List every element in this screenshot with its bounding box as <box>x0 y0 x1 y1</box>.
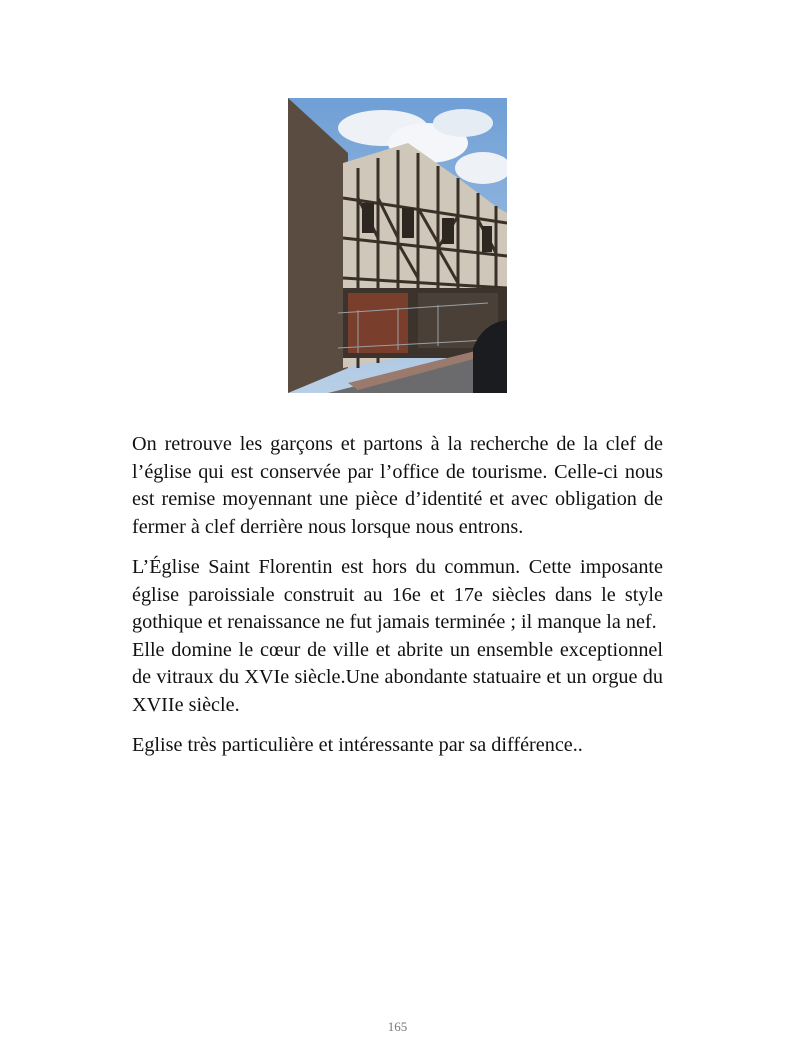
half-timbered-facade-image <box>288 98 507 393</box>
building-photo <box>288 98 507 393</box>
page-number: 165 <box>387 1019 408 1034</box>
paragraph-4: Eglise très particulière et intéressante par sa différence.. <box>132 734 583 756</box>
paragraph-3: Elle domine le cœur de ville et abrite un ensemble exceptionnel de vitraux du XVIe siècle.Une abondante statuaire et un orgue du XVIIe siècle. <box>132 638 663 716</box>
paragraph-2: L’Église Saint Florentin est hors du commun. Cette imposante église paroissiale construit au 16e et 17e siècles dans le style gothique et renaissance ne fut jamais terminée ; il manque la nef. <box>132 556 663 633</box>
paragraph-1: On retrouve les garçons et partons à la recherche de la clef de l’église qui est conservée par l’office de tourisme. Celle-ci nous est remise moyennant une pièce d’identité et avec obligation de fermer à clef derrière nous lorsque nous entrons. <box>132 433 663 538</box>
body-text <box>132 431 663 760</box>
